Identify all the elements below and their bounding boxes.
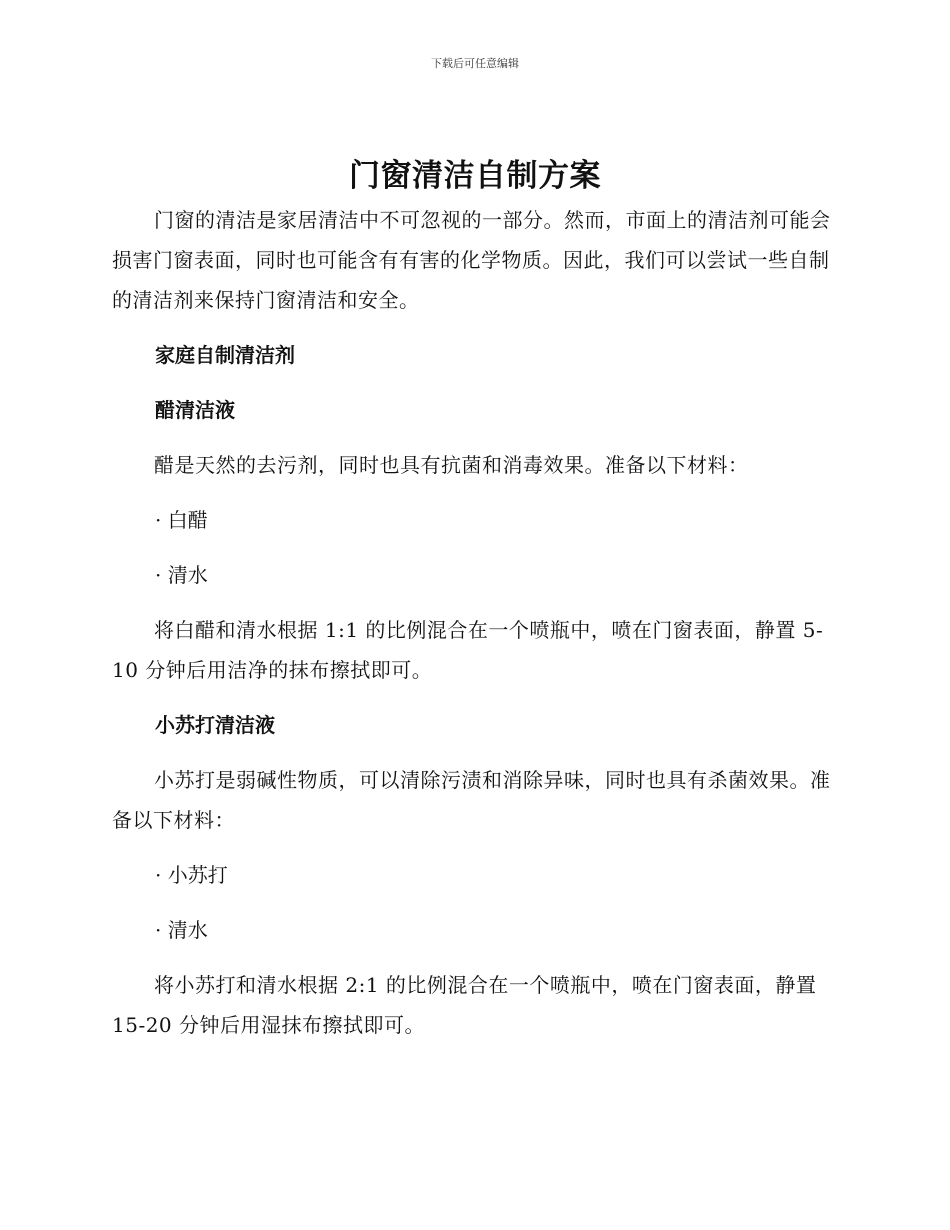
- vinegar-instructions: 将白醋和清水根据 1:1 的比例混合在一个喷瓶中，喷在门窗表面，静置 5-10 分钟后用洁净的抹布擦拭即可。: [112, 618, 824, 682]
- baking-soda-description: 小苏打是弱碱性物质，可以清除污渍和消除异味，同时也具有杀菌效果。准备以下材料：: [112, 768, 831, 832]
- section-heading: 家庭自制清洁剂: [155, 343, 295, 367]
- vinegar-heading: 醋清洁液: [155, 398, 235, 422]
- intro-paragraph: 门窗的清洁是家居清洁中不可忽视的一部分。然而，市面上的清洁剂可能会损害门窗表面，同时也可能含有有害的化学物质。因此，我们可以尝试一些自制的清洁剂来保持门窗清洁和安全。: [112, 208, 831, 312]
- baking-soda-heading: 小苏打清洁液: [155, 713, 275, 737]
- vinegar-material-item: · 白醋: [155, 508, 208, 532]
- document-body: [112, 200, 832, 1045]
- baking-soda-instructions: 将小苏打和清水根据 2:1 的比例混合在一个喷瓶中，喷在门窗表面，静置 15-20 分钟后用湿抹布擦拭即可。: [112, 973, 817, 1037]
- header-note: 下载后可任意编辑: [431, 57, 519, 70]
- vinegar-description: 醋是天然的去污剂，同时也具有抗菌和消毒效果。准备以下材料：: [154, 453, 749, 477]
- baking-soda-material-item: · 小苏打: [155, 863, 228, 887]
- document-title: 门窗清洁自制方案: [349, 158, 601, 194]
- vinegar-material-item: · 清水: [155, 563, 208, 587]
- baking-soda-material-item: · 清水: [155, 918, 208, 942]
